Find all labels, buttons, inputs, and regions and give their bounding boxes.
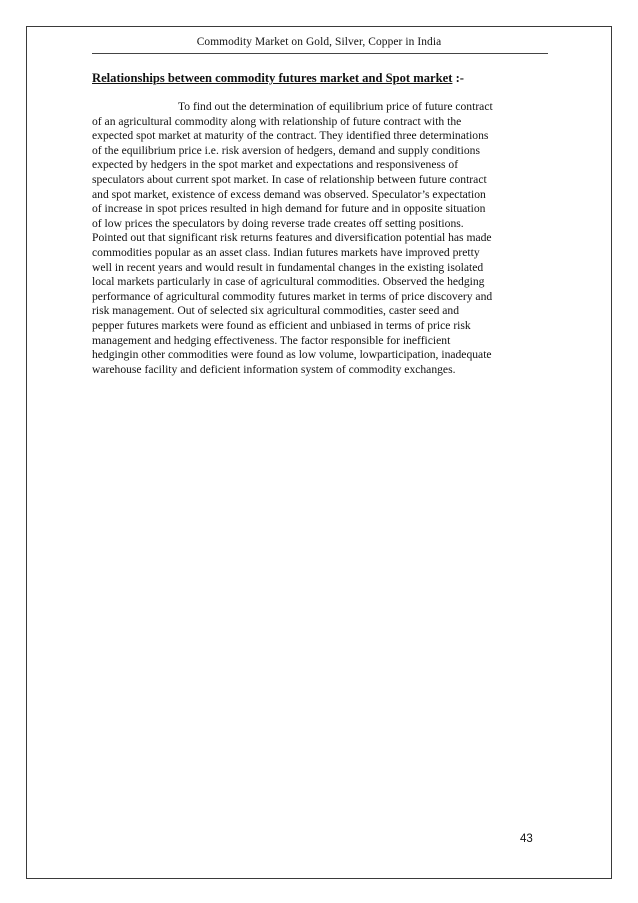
paragraph-line: risk management. Out of selected six agricultural commodities, caster seed and bbox=[92, 304, 460, 318]
paragraph-line: warehouse facility and deficient information system of commodity exchanges. bbox=[92, 362, 456, 376]
paragraph-line: expected by hedgers in the spot market and expectations and responsiveness of bbox=[92, 158, 459, 172]
paragraph-line: pepper futures markets were found as efficient and unbiased in terms of price risk bbox=[92, 318, 471, 332]
paragraph-line: of low prices the speculators by doing reverse trade creates off setting positions. bbox=[92, 216, 464, 230]
section-heading-text: Relationships between commodity futures market and Spot market bbox=[92, 71, 453, 85]
paragraph-line: commodities popular as an asset class. Indian futures markets have improved pretty bbox=[92, 245, 480, 259]
paragraph-line: and spot market, existence of excess demand was observed. Speculator’s expectation bbox=[92, 187, 486, 201]
paragraph-line: of an agricultural commodity along with relationship of future contract with the bbox=[92, 114, 462, 128]
page-number: 43 bbox=[520, 833, 533, 845]
paragraph-line: well in recent years and would result in fundamental changes in the existing isolated bbox=[92, 260, 484, 274]
body-paragraph bbox=[92, 100, 548, 377]
paragraph-line: of the equilibrium price i.e. risk aversion of hedgers, demand and supply conditions bbox=[92, 143, 480, 157]
paragraph-line: expected spot market at maturity of the contract. They identified three determinations bbox=[92, 129, 489, 143]
paragraph-line: hedgingin other commodities were found as low volume, lowparticipation, inadequate bbox=[92, 348, 492, 362]
paragraph-line: management and hedging effectiveness. The factor responsible for inefficient bbox=[92, 333, 451, 347]
paragraph-line: Pointed out that significant risk returns features and diversification potential has made bbox=[92, 231, 492, 245]
paragraph-line: performance of agricultural commodity futures market in terms of price discovery and bbox=[92, 289, 493, 303]
paragraph-line: of increase in spot prices resulted in high demand for future and in opposite situation bbox=[92, 202, 486, 216]
section-heading-suffix: :- bbox=[452, 71, 464, 85]
paragraph-line: To find out the determination of equilibrium price of future contract bbox=[178, 100, 493, 113]
section-heading bbox=[92, 71, 552, 86]
header-rule bbox=[92, 53, 548, 54]
paragraph-line: speculators about current spot market. In case of relationship between future contract bbox=[92, 172, 487, 186]
running-header: Commodity Market on Gold, Silver, Copper in India bbox=[196, 36, 442, 48]
paragraph-line: local markets particularly in case of agricultural commodities. Observed the hedging bbox=[92, 275, 485, 289]
